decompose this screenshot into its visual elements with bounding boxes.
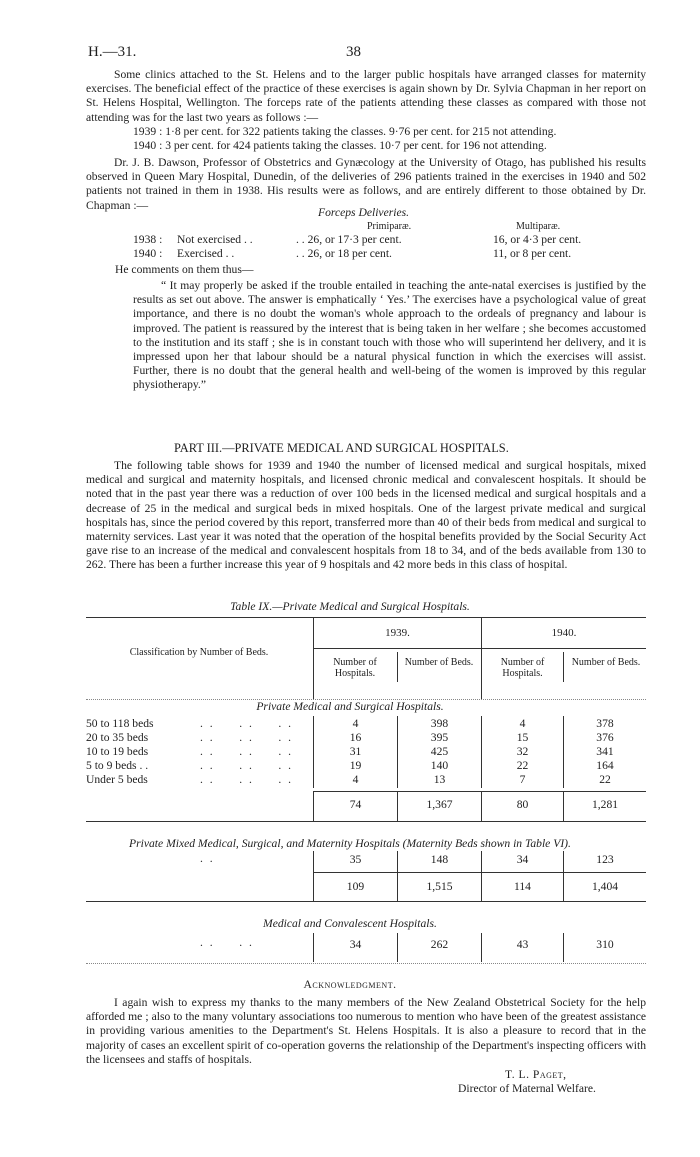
forceps-row-group: Exercised . . (177, 247, 235, 260)
table-rule-bottom (86, 963, 646, 964)
section1-title: Private Medical and Surgical Hospitals. (256, 700, 444, 713)
table-rule-section2-bottom (86, 901, 646, 902)
section3-beds-1940: 310 (596, 938, 614, 951)
section3-hospitals-1940: 43 (516, 938, 529, 951)
part3-heading: PART III.—PRIVATE MEDICAL AND SURGICAL HOSPITALS. (174, 441, 509, 455)
section2-hospitals-1940: 34 (516, 853, 529, 866)
table-rule-total2-top (314, 872, 646, 873)
table-rule-subtotal-top (314, 791, 646, 792)
table9-title: Table IX.—Private Medical and Surgical Hospitals. (230, 600, 470, 613)
cell-hospitals-1940: 32 (516, 745, 529, 758)
year-1940-header: 1940. (551, 627, 577, 639)
total2-beds-1939: 1,515 (426, 880, 453, 893)
signature-name: T. L. Paget, (505, 1068, 567, 1081)
intro-paragraph-2: Dr. J. B. Dawson, Professor of Obstetrics and Gynæcology at the University of Otago, has published his results observed in Queen Mary Hospital, Dunedin, of the deliveries of 296 patients trained in the exercises in 1940 and 502 patients not trained in them in 1938. His results were as follows, and are entirely different to those obtained by Dr. Chapman :— (86, 156, 646, 212)
forceps-row-group: Not exercised . . (177, 233, 253, 246)
forceps-col-primiparae: Primiparæ. (367, 221, 412, 232)
stat-1940: 1940 : 3 per cent. for 424 patients taking the classes. 10·7 per cent. for 196 not attending. (133, 139, 547, 152)
row-label: 5 to 9 beds . . (86, 759, 149, 772)
total2-hospitals-1940: 114 (514, 880, 531, 893)
table-rule-years (314, 648, 646, 649)
cell-beds-1940: 376 (596, 731, 614, 744)
col-hospitals-1939: Number of Hospitals. (333, 657, 377, 679)
table-rule-section1-bottom (86, 821, 646, 822)
total-hospitals-1939: 74 (349, 798, 362, 811)
cell-hospitals-1939: 4 (352, 773, 359, 786)
cell-hospitals-1940: 15 (516, 731, 529, 744)
report-code: H.—31. (88, 44, 137, 60)
total-beds-1939: 1,367 (426, 798, 453, 811)
leader-dots: . . . . . . (200, 717, 294, 730)
leader-dots: . . (200, 852, 215, 865)
cell-hospitals-1939: 31 (349, 745, 362, 758)
forceps-row-primi: . . 26, or 17·3 per cent. (296, 233, 402, 246)
leader-dots: . . . . (200, 936, 254, 949)
total-beds-1940: 1,281 (591, 798, 619, 811)
stat-1939: 1939 : 1·8 per cent. for 322 patients taking the classes. 9·76 per cent. for 215 not attending. (133, 125, 557, 138)
cell-hospitals-1940: 4 (519, 717, 526, 730)
col-beds-1939: Number of Beds. (404, 657, 474, 668)
forceps-row-primi: . . 26, or 18 per cent. (296, 247, 392, 260)
section3-hospitals-1939: 34 (349, 938, 362, 951)
leader-dots: . . . . . . (200, 773, 294, 786)
page-number: 38 (346, 44, 361, 60)
forceps-row-label: 1938 : (133, 233, 163, 246)
signature-title: Director of Maternal Welfare. (458, 1082, 596, 1095)
cell-beds-1940: 164 (596, 759, 614, 772)
total2-beds-1940: 1,404 (591, 880, 619, 893)
classification-header: Classification by Number of Beds. (129, 647, 269, 658)
cell-beds-1939: 13 (433, 773, 446, 786)
row-label: 20 to 35 beds (86, 731, 149, 744)
cell-beds-1939: 395 (430, 731, 449, 744)
cell-beds-1939: 425 (430, 745, 449, 758)
section2-beds-1940: 123 (596, 853, 614, 866)
forceps-col-multiparae: Multiparæ. (516, 221, 561, 232)
acknowledgment-paragraph: I again wish to express my thanks to the many members of the New Zealand Obstetrical Society for the help afforded me ; also to the many voluntary associations too numerous to mention who have been of the greatest assistance in providing various amenities to the Department's St. Helens Hospitals. It is also a pleasure to record that in the majority of cases an excellent spirit of co-operation governs the relationship of the Department's inspecting officers with the licensees and staffs of hospitals. (86, 996, 646, 1066)
row-label: 10 to 19 beds (86, 745, 149, 758)
total2-hospitals-1939: 109 (346, 880, 365, 893)
table-vrule (397, 652, 398, 682)
part3-paragraph: The following table shows for 1939 and 1940 the number of licensed medical and surgical hospitals, mixed medical and surgical and maternity hospitals, and licensed chronic medical and convalescent hospitals. It should be noted that in the past year there was a reduction of over 100 beds in the licensed medical and surgical hospitals and a decrease of 25 in the medical and surgical beds in mixed hospitals. One of the largest private medical and surgical hospitals has, since the period covered by this report, transferred more than 40 of their beds from medical and surgical to maternity services. Last year it was noted that the operation of the hospital benefits provided by the Social Security Act gave rise to an increase of the medical and convalescent hospitals from 18 to 34, and of the beds available from 130 to 262. There has been a further increase this year of 9 hospitals and 42 more beds in this class of hospital. (86, 459, 646, 572)
section3-title: Medical and Convalescent Hospitals. (263, 917, 437, 930)
section2-hospitals-1939: 35 (349, 853, 362, 866)
cell-beds-1940: 22 (599, 773, 611, 786)
cell-hospitals-1939: 19 (349, 759, 362, 772)
table-rule-top (86, 617, 646, 618)
forceps-title: Forceps Deliveries. (318, 206, 410, 219)
col-hospitals-1940: Number of Hospitals. (500, 657, 545, 679)
cell-hospitals-1940: 22 (516, 759, 529, 772)
cell-beds-1939: 140 (430, 759, 449, 772)
row-label: Under 5 beds (86, 773, 148, 786)
total-hospitals-1940: 80 (516, 798, 529, 811)
section3-beds-1939: 262 (430, 938, 449, 951)
leader-dots: . . . . . . (200, 731, 294, 744)
leader-dots: . . . . . . (200, 759, 294, 772)
section2-title: Private Mixed Medical, Surgical, and Maternity Hospitals (Maternity Beds shown in Table VI). (129, 837, 571, 850)
dawson-quote: “ It may properly be asked if the trouble entailed in teaching the ante-natal exercises is justified by the results as set out above. The answer is emphatically ‘ Yes.’ The exercises have a psychological value of great importance, and there is no doubt the woman's whole approach to the ordeals of pregnancy and labour is improved. The patient is reassured by the interest that is being taken in her welfare ; she becomes accustomed to the institution and its staff ; she is in constant touch with those who will superintend her delivery, and it is impressed upon her that labour should be a natural physical function in which the exercises will assist. Further, there is no doubt that the general health and well-being of the women is improved by this regular physiotherapy.” (133, 279, 646, 392)
cell-beds-1940: 378 (596, 717, 614, 730)
cell-hospitals-1939: 4 (352, 717, 359, 730)
leader-dots: . . . . . . (200, 745, 294, 758)
table-vrule (563, 652, 564, 682)
cell-hospitals-1940: 7 (519, 773, 526, 786)
year-1939-header: 1939. (385, 627, 410, 639)
cell-beds-1940: 341 (596, 745, 614, 758)
section2-beds-1939: 148 (430, 853, 449, 866)
row-label: 50 to 118 beds (86, 717, 154, 730)
comments-intro: He comments on them thus— (115, 263, 254, 276)
cell-hospitals-1939: 16 (349, 731, 362, 744)
intro-paragraph-1: Some clinics attached to the St. Helens and to the larger public hospitals have arranged classes for maternity exercises. The beneficial effect of the practice of these exercises is again shown by Dr. Sylvia Chapman in her report on St. Helens Hospital, Wellington. The forceps rate of the patients attending these classes as compared with those not attending was for the last two years as follows :— (86, 68, 646, 124)
forceps-row-label: 1940 : (133, 247, 163, 260)
cell-beds-1939: 398 (430, 717, 449, 730)
forceps-row-multi: 11, or 8 per cent. (493, 247, 572, 260)
forceps-row-multi: 16, or 4·3 per cent. (493, 233, 582, 246)
acknowledgment-heading: Acknowledgment. (303, 978, 397, 991)
col-beds-1940: Number of Beds. (571, 657, 641, 668)
